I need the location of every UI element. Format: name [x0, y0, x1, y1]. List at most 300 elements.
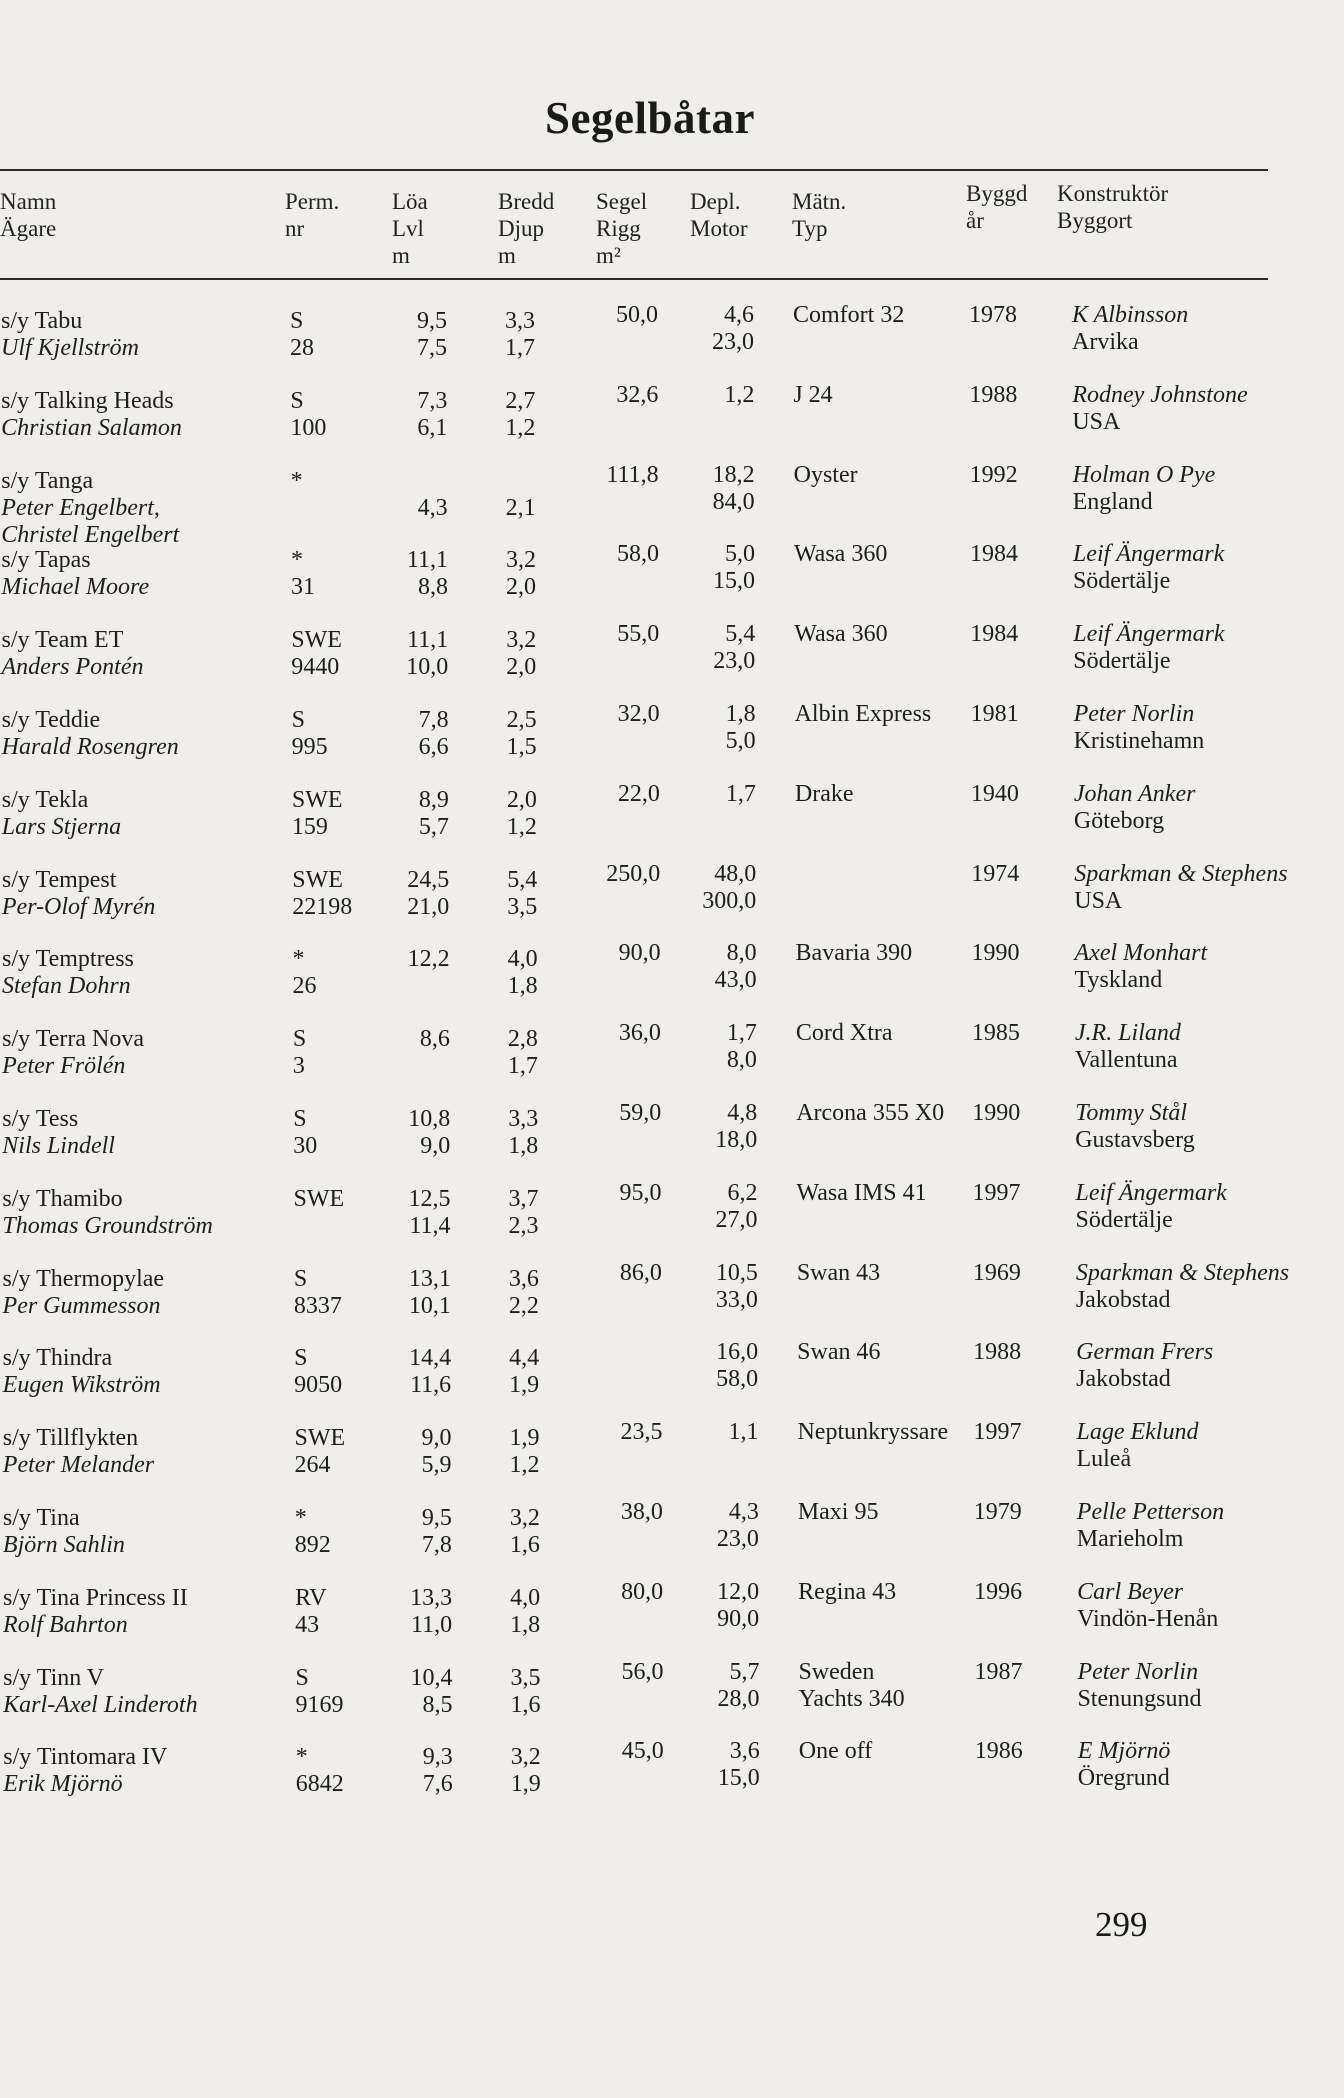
owner: Peter Melander	[2, 1452, 155, 1479]
built-year: 1987	[974, 1658, 1023, 1685]
built-year: 1997	[973, 1419, 1022, 1446]
bredd-block	[511, 1744, 541, 1798]
bredd-value: 2,7	[505, 387, 536, 414]
depl-block	[715, 1100, 757, 1154]
header-bredd	[498, 188, 554, 269]
bredd-value	[506, 468, 536, 495]
loa-block	[417, 308, 447, 362]
segel-block	[617, 621, 659, 648]
des-block	[1077, 1659, 1201, 1713]
loa-block	[409, 1345, 451, 1399]
perm-block	[295, 1585, 326, 1639]
name: s/y Talking Heads	[1, 387, 174, 414]
header-perm	[285, 188, 339, 242]
motor-value: 8,0	[726, 1047, 757, 1074]
depl-value: 1,7	[726, 1020, 757, 1047]
djup-value: 1,7	[505, 335, 535, 361]
owner: Ulf Kjellström	[1, 335, 140, 361]
segel-block	[620, 1260, 662, 1287]
bredd-block	[509, 1345, 539, 1399]
segel-block	[621, 1659, 663, 1686]
ar-block	[973, 1339, 1021, 1366]
ar-block	[974, 1499, 1022, 1526]
loa-value: 11,1	[406, 547, 448, 574]
table-row	[0, 621, 1344, 697]
designer: Leif Ängermark	[1075, 1179, 1227, 1206]
matn-typ: Sweden	[798, 1658, 875, 1685]
header-typ-label: Typ	[792, 216, 828, 241]
typ-block	[794, 462, 858, 516]
depl-block	[715, 940, 757, 994]
ar-block	[970, 621, 1018, 648]
motor-value: 43,0	[714, 967, 757, 994]
perm-nr: 159	[291, 813, 328, 840]
designer: Sparkman & Stephens	[1074, 860, 1288, 887]
djup-value: 2,3	[508, 1212, 539, 1239]
owner: Thomas Groundström	[2, 1212, 213, 1239]
perm-nr: 28	[290, 335, 314, 361]
build-location: Göteborg	[1073, 807, 1165, 834]
table-row	[0, 1738, 1344, 1814]
typ-block	[794, 541, 887, 595]
segel-value: 86,0	[619, 1259, 662, 1286]
bredd-block	[507, 787, 537, 841]
build-location: Öregrund	[1077, 1765, 1170, 1792]
built-year: 1981	[970, 701, 1019, 727]
matn-typ-secondary	[798, 1526, 879, 1553]
loa-value: 12,5	[408, 1185, 451, 1212]
depl-block	[728, 1419, 758, 1473]
typ-block	[793, 302, 904, 356]
owner: Harald Rosengren	[1, 734, 179, 760]
des-block	[1072, 302, 1188, 356]
owner: Michael Moore	[1, 574, 150, 601]
depl-value: 3,6	[729, 1738, 760, 1765]
segel-value: 50,0	[616, 302, 658, 328]
perm-code: S	[293, 1106, 307, 1132]
owner: Stefan Dohrn	[2, 973, 131, 1000]
des-block	[1076, 1339, 1213, 1393]
perm-nr: 264	[294, 1452, 331, 1479]
owner: Per Gummesson	[2, 1292, 161, 1319]
djup-value: 2,2	[508, 1292, 539, 1319]
lvl-value: 10,1	[408, 1292, 451, 1319]
table-row	[0, 940, 1344, 1016]
des-block	[1077, 1579, 1218, 1633]
name-block	[1, 547, 149, 628]
table-row	[0, 381, 1344, 458]
ar-block	[972, 1100, 1020, 1127]
built-year: 1988	[973, 1339, 1022, 1366]
matn-typ-secondary	[794, 648, 887, 675]
perm-block	[291, 468, 303, 522]
build-location: Södertälje	[1075, 1206, 1173, 1233]
matn-typ: Bavaria 390	[795, 940, 913, 967]
built-year: 1996	[974, 1578, 1023, 1605]
depl-value: 4,6	[724, 302, 754, 328]
owner: Erik Mjörnö	[3, 1771, 123, 1798]
perm-block	[290, 388, 326, 442]
djup-value: 1,2	[506, 813, 537, 840]
segel-value: 22,0	[617, 780, 660, 807]
depl-value: 1,8	[725, 701, 756, 727]
built-year: 1997	[972, 1179, 1021, 1206]
owner-secondary	[2, 1240, 212, 1267]
segel-value: 32,0	[617, 701, 660, 727]
table-row	[0, 461, 1344, 548]
build-location: Kristinehamn	[1073, 728, 1205, 754]
header-loa-label: Löa	[392, 189, 428, 214]
ar-block	[971, 781, 1019, 808]
table-row	[0, 1419, 1344, 1495]
depl-value: 5,4	[725, 621, 756, 648]
bredd-block	[505, 308, 535, 362]
des-block	[1076, 1419, 1198, 1473]
owner-secondary	[2, 841, 121, 868]
table-row	[0, 1578, 1344, 1655]
djup-value: 1,9	[510, 1771, 541, 1798]
typ-block	[795, 861, 801, 915]
des-block	[1075, 1020, 1181, 1074]
matn-typ: Swan 46	[797, 1339, 881, 1366]
segel-block	[618, 701, 660, 728]
segel-block	[617, 541, 659, 568]
loa-value: 10,4	[410, 1664, 453, 1691]
name-block	[3, 1425, 154, 1506]
lvl-value: 5,7	[418, 813, 449, 840]
loa-block	[406, 627, 448, 681]
name-block	[3, 1585, 188, 1666]
name-block	[2, 867, 155, 948]
lvl-value: 4,3	[417, 494, 448, 521]
matn-typ: Cord Xtra	[795, 1020, 893, 1047]
segel-value: 32,6	[616, 381, 659, 408]
segel-value: 56,0	[621, 1658, 664, 1685]
loa-value: 8,9	[418, 786, 449, 813]
name: s/y Tempest	[1, 866, 117, 893]
perm-block	[295, 1665, 343, 1719]
bredd-block	[506, 468, 536, 522]
perm-nr	[294, 1213, 345, 1240]
page-title: Segelbåtar	[545, 93, 755, 143]
name: s/y Thermopylae	[2, 1265, 165, 1292]
motor-value: 23,0	[713, 648, 756, 675]
motor-value: 33,0	[715, 1286, 758, 1313]
lvl-value: 6,1	[417, 414, 448, 441]
djup-value: 1,7	[507, 1053, 538, 1080]
des-block	[1078, 1738, 1171, 1792]
depl-value: 48,0	[714, 860, 757, 887]
lvl-value	[420, 1053, 450, 1080]
owner: Christian Salamon	[1, 414, 182, 441]
owner-secondary	[3, 1639, 188, 1666]
perm-code: S	[290, 308, 304, 334]
typ-block	[793, 382, 832, 436]
name: s/y Thamibo	[2, 1185, 123, 1212]
perm-code: SWE	[292, 866, 343, 893]
built-year: 1974	[971, 860, 1020, 887]
built-year: 1984	[970, 621, 1019, 648]
loa-value	[418, 468, 448, 495]
segel-value: 45,0	[621, 1738, 664, 1765]
motor-value	[728, 1446, 758, 1473]
des-block	[1074, 701, 1205, 755]
bredd-block	[509, 1425, 539, 1479]
segel-block	[619, 1020, 661, 1047]
name: s/y Thindra	[2, 1345, 113, 1372]
matn-typ: Drake	[794, 780, 854, 807]
table-row	[0, 541, 1344, 617]
segel-value: 38,0	[620, 1499, 663, 1525]
djup-value: 1,8	[510, 1611, 541, 1638]
djup-value: 2,0	[505, 574, 536, 601]
matn-typ-secondary	[794, 568, 887, 595]
matn-typ: J 24	[793, 381, 833, 408]
loa-value: 24,5	[407, 866, 450, 893]
depl-block	[717, 1499, 759, 1553]
bredd-value: 3,3	[505, 308, 535, 334]
owner: Per-Olof Myrén	[1, 893, 156, 920]
depl-block	[702, 861, 756, 915]
matn-typ: One off	[798, 1738, 873, 1765]
owner: Karl-Axel Linderoth	[3, 1691, 198, 1718]
build-location: Södertälje	[1073, 648, 1171, 675]
owner-secondary	[3, 1479, 154, 1506]
designer: Sparkman & Stephens	[1075, 1259, 1290, 1286]
header-bredd-label: Bredd	[498, 189, 555, 214]
depl-block	[717, 1659, 759, 1713]
owner-secondary	[3, 1320, 165, 1347]
segel-block	[616, 302, 658, 329]
motor-value: 18,0	[715, 1127, 758, 1153]
bredd-value: 3,5	[510, 1664, 541, 1691]
ar-block	[972, 940, 1020, 967]
loa-value: 9,5	[417, 308, 447, 334]
perm-code: SWE	[294, 1425, 346, 1452]
loa-block	[420, 1026, 450, 1080]
build-location: Arvika	[1072, 329, 1139, 355]
ar-block	[973, 1419, 1021, 1446]
loa-value: 9,5	[421, 1505, 452, 1531]
name: s/y Tanga	[1, 467, 94, 494]
matn-typ-secondary	[795, 728, 932, 755]
djup-value: 1,8	[508, 1133, 539, 1159]
name-block	[2, 1186, 212, 1267]
djup-value: 1,6	[509, 1532, 540, 1558]
build-location: Vindön-Henån	[1077, 1605, 1219, 1632]
bredd-block	[507, 867, 537, 921]
owner: Peter Engelbert,	[1, 494, 160, 521]
des-block	[1073, 541, 1224, 595]
matn-typ-secondary	[795, 888, 801, 915]
name: s/y Teddie	[1, 707, 101, 733]
bredd-value: 3,2	[505, 547, 536, 574]
name-block	[2, 787, 121, 868]
motor-value: 300,0	[702, 887, 757, 914]
owner-secondary	[1, 442, 182, 469]
depl-value: 5,0	[724, 541, 755, 568]
name-block	[2, 1106, 115, 1187]
djup-value: 3,5	[507, 893, 538, 920]
owner: Eugen Wikström	[2, 1372, 161, 1399]
perm-nr: 9440	[291, 654, 340, 681]
perm-nr: 31	[290, 574, 315, 601]
bredd-value: 2,0	[506, 786, 537, 813]
table-row	[0, 1499, 1344, 1575]
bredd-block	[506, 627, 536, 681]
bredd-block	[508, 1026, 538, 1080]
djup-value: 1,8	[507, 973, 538, 1000]
designer: E Mjörnö	[1077, 1738, 1171, 1765]
designer: Holman O Pye	[1072, 461, 1216, 488]
depl-value: 10,5	[715, 1259, 758, 1286]
name: s/y Terra Nova	[2, 1026, 144, 1053]
header-motor-label: Motor	[690, 216, 748, 241]
header-bottom-rule	[0, 278, 1268, 280]
motor-value: 27,0	[715, 1206, 758, 1233]
header-konstruktor-label: Konstruktör	[1057, 181, 1169, 206]
built-year: 1992	[969, 461, 1018, 488]
typ-block	[797, 1260, 880, 1314]
perm-block	[290, 308, 314, 362]
perm-code: S	[293, 1265, 308, 1292]
des-block	[1075, 940, 1208, 994]
header-matn	[792, 188, 846, 242]
loa-value: 7,3	[417, 387, 448, 414]
matn-typ-secondary	[796, 1127, 944, 1154]
matn-typ: Albin Express	[794, 701, 932, 727]
loa-block	[409, 1186, 451, 1240]
bredd-block	[508, 1106, 538, 1160]
segel-block	[620, 1419, 662, 1446]
motor-value: 90,0	[717, 1605, 760, 1632]
segel-value: 23,5	[620, 1419, 663, 1446]
perm-code: SWE	[291, 786, 343, 813]
loa-block	[417, 388, 447, 442]
perm-code: SWE	[293, 1185, 345, 1212]
header-top-rule	[0, 169, 1268, 171]
perm-code: S	[292, 1026, 307, 1053]
owner-secondary	[3, 1798, 167, 1825]
matn-typ-secondary	[797, 1366, 880, 1393]
bredd-value: 5,4	[507, 866, 538, 893]
perm-code: S	[295, 1664, 309, 1691]
perm-block	[294, 1425, 345, 1479]
depl-block	[726, 781, 756, 835]
perm-nr: 22198	[292, 893, 353, 920]
depl-value: 8,0	[726, 940, 757, 967]
built-year: 1988	[969, 381, 1018, 408]
header-depl-label: Depl.	[690, 189, 741, 214]
depl-block	[712, 302, 754, 356]
owner-secondary	[3, 1399, 161, 1426]
build-location: Vallentuna	[1074, 1047, 1178, 1074]
des-block	[1073, 621, 1224, 675]
owner-secondary	[2, 1000, 134, 1027]
depl-value: 18,2	[712, 461, 755, 488]
name-block	[2, 627, 144, 708]
djup-value: 1,6	[510, 1691, 541, 1718]
motor-value	[726, 808, 756, 835]
ar-block	[969, 382, 1017, 409]
segel-value: 55,0	[617, 621, 660, 648]
perm-nr: 43	[295, 1611, 320, 1638]
djup-value: 1,2	[509, 1452, 540, 1479]
matn-typ: Maxi 95	[797, 1499, 879, 1525]
header-byggd	[966, 180, 1027, 234]
perm-nr: 26	[292, 973, 317, 1000]
header-bredd-unit: m	[498, 243, 516, 268]
motor-value: 15,0	[712, 568, 755, 595]
loa-value: 9,3	[422, 1744, 453, 1771]
perm-block	[291, 547, 315, 601]
owner: Peter Frölén	[2, 1053, 126, 1080]
owner-secondary	[2, 681, 144, 708]
perm-block	[295, 1505, 331, 1559]
segel-value: 95,0	[619, 1179, 662, 1206]
name-block	[2, 1026, 144, 1107]
motor-value: 5,0	[725, 728, 756, 754]
designer: Rodney Johnstone	[1072, 381, 1248, 408]
segel-value: 58,0	[616, 541, 659, 568]
matn-typ-secondary	[798, 1606, 896, 1633]
loa-block	[418, 468, 448, 522]
depl-value: 1,2	[724, 381, 755, 408]
ar-block	[970, 462, 1018, 489]
segel-value: 36,0	[618, 1020, 661, 1047]
des-block	[1073, 462, 1216, 516]
owner-secondary	[3, 1719, 197, 1746]
des-block	[1076, 1260, 1289, 1314]
loa-block	[422, 1505, 452, 1559]
matn-typ-secondary	[793, 329, 904, 356]
loa-value: 7,8	[418, 707, 449, 733]
lvl-value: 5,9	[421, 1452, 452, 1479]
typ-block	[798, 1659, 904, 1713]
bredd-block	[507, 707, 537, 761]
build-location: Tyskland	[1074, 967, 1163, 994]
perm-code: *	[295, 1744, 308, 1771]
table-row	[0, 1658, 1344, 1735]
loa-block	[419, 707, 449, 761]
bredd-value: 3,3	[508, 1106, 539, 1132]
typ-block	[797, 1180, 927, 1234]
depl-block	[716, 1260, 758, 1314]
perm-block	[291, 627, 342, 681]
typ-block	[795, 781, 854, 835]
perm-block	[292, 787, 343, 841]
matn-typ: Wasa 360	[794, 621, 888, 648]
bredd-value: 3,6	[508, 1265, 539, 1292]
lvl-value: 11,0	[411, 1611, 453, 1638]
owner: Nils Lindell	[2, 1133, 115, 1159]
depl-block	[716, 1339, 758, 1393]
matn-typ	[795, 861, 801, 888]
perm-code: *	[294, 1505, 307, 1531]
matn-typ: Wasa 360	[793, 541, 888, 568]
loa-value: 13,1	[408, 1265, 451, 1292]
designer: Axel Monhart	[1074, 940, 1208, 967]
typ-block	[798, 1499, 879, 1553]
perm-code: RV	[295, 1584, 327, 1611]
segel-value: 80,0	[621, 1578, 664, 1605]
depl-block	[724, 382, 754, 436]
header-nr-label: nr	[285, 216, 305, 241]
djup-value: 2,1	[505, 494, 536, 521]
segel-block	[620, 1180, 662, 1207]
name-block	[3, 1505, 125, 1586]
owner-secondary	[2, 1160, 115, 1187]
